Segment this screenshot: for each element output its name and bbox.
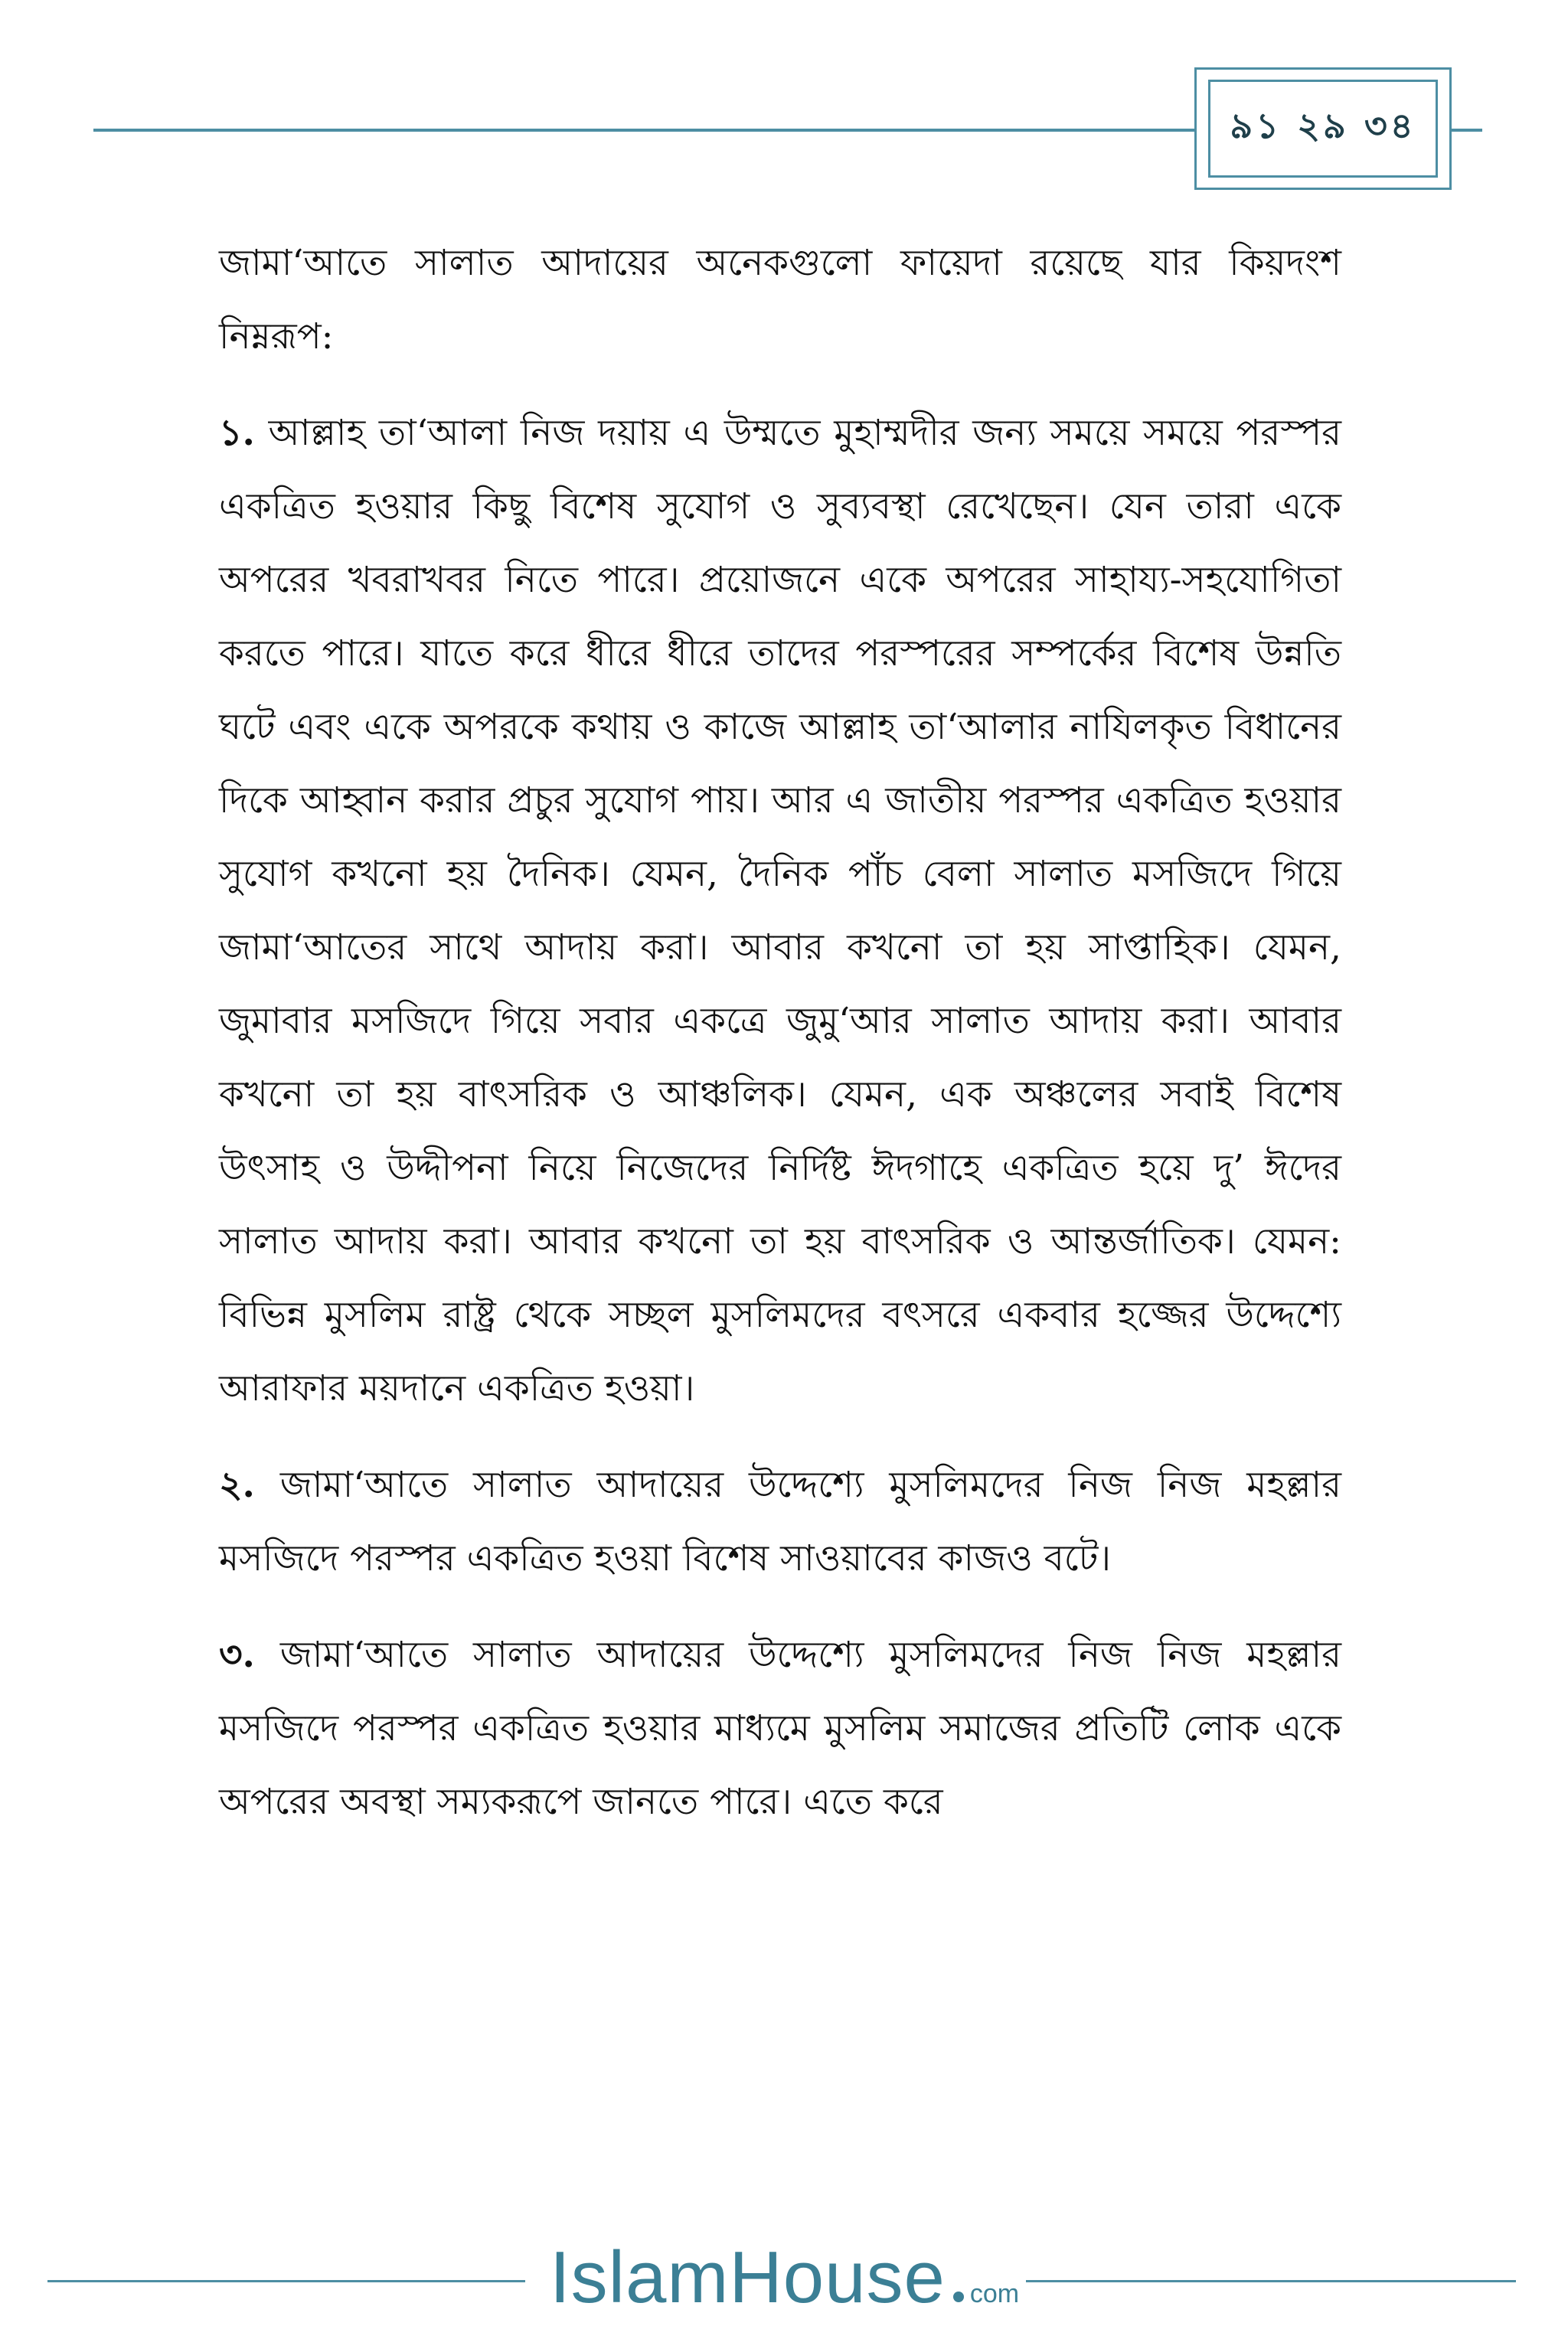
page-body [219, 227, 1341, 1862]
header-rule-left [93, 129, 1194, 132]
brand-dot-icon [953, 2292, 964, 2302]
point-1-number: ১. [219, 412, 255, 454]
point-3-paragraph [219, 1619, 1341, 1839]
point-3-text: জামা‘আতে সালাত আদায়ের উদ্দেশ্যে মুসলিমদের নিজ নিজ মহল্লার মসজিদে পরস্পর একত্রিত হওয়ার মাধ্যমে মুসলিম সমাজের প্রতিটি লোক একে অপরের অবস্থা সম্যকরূপে জানতে পারে। এতে করে [219, 1634, 1341, 1823]
intro-paragraph [219, 227, 1341, 374]
page-number: ৯১ ২৯ ৩৪ [1208, 80, 1438, 178]
point-3-number: ৩. [219, 1634, 255, 1676]
point-2-number: ২. [219, 1464, 255, 1506]
point-2-paragraph [219, 1449, 1341, 1596]
point-1-paragraph [219, 397, 1341, 1426]
islamhouse-logo [550, 2236, 1019, 2320]
point-1-text: আল্লাহ তা‘আলা নিজ দয়ায় এ উম্মতে মুহাম্মদীর জন্য সময়ে সময়ে পরস্পর একত্রিত হওয়ার কিছু বিশেষ সুযোগ ও সুব্যবস্থা রেখেছেন। যেন তারা একে অপরের খবরাখবর নিতে পারে। প্রয়োজনে একে অপরের সাহায্য-সহযোগিতা করতে পারে। যাতে করে ধীরে ধীরে তাদের পরস্পরের সম্পর্কের বিশেষ উন্নতি ঘটে এবং একে অপরকে কথায় ও কাজে আল্লাহ তা‘আলার নাযিলকৃত বিধানের দিকে আহ্বান করার প্রচুর সুযোগ পায়। আর এ জাতীয় পরস্পর একত্রিত হওয়ার সুযোগ কখনো হয় দৈনিক। যেমন, দৈনিক পাঁচ বেলা সালাত মসজিদে গিয়ে জামা‘আতের সাথে আদায় করা। আবার কখনো তা হয় সাপ্তাহিক। যেমন, জুমাবার মসজিদে গিয়ে সবার একত্রে জুমু‘আর সালাত আদায় করা। আবার কখনো তা হয় বাৎসরিক ও আঞ্চলিক। যেমন, এক অঞ্চলের সবাই বিশেষ উৎসাহ ও উদ্দীপনা নিয়ে নিজেদের নির্দিষ্ট ঈদগাহে একত্রিত হয়ে দু’ ঈদের সালাত আদায় করা। আবার কখনো তা হয় বাৎসরিক ও আন্তর্জাতিক। যেমন: বিভিন্ন মুসলিম রাষ্ট্র থেকে সচ্ছল মুসলিমদের বৎসরে একবার হজ্জের উদ্দেশ্যে আরাফার ময়দানে একত্রিত হওয়া। [219, 412, 1341, 1410]
brand-domain-suffix: com [969, 2279, 1020, 2308]
footer-rule-left [47, 2280, 525, 2282]
intro-text: জামা‘আতে সালাত আদায়ের অনেকগুলো ফায়েদা রয়েছে যার কিয়দংশ নিম্নরূপ: [219, 242, 1341, 358]
point-2-text: জামা‘আতে সালাত আদায়ের উদ্দেশ্যে মুসলিমদের নিজ নিজ মহল্লার মসজিদে পরস্পর একত্রিত হওয়া বিশেষ সাওয়াবের কাজও বটে। [219, 1464, 1341, 1579]
header-rule-right [1452, 129, 1482, 132]
footer-rule-right [1026, 2280, 1516, 2282]
brand-name: IslamHouse [550, 2236, 946, 2318]
